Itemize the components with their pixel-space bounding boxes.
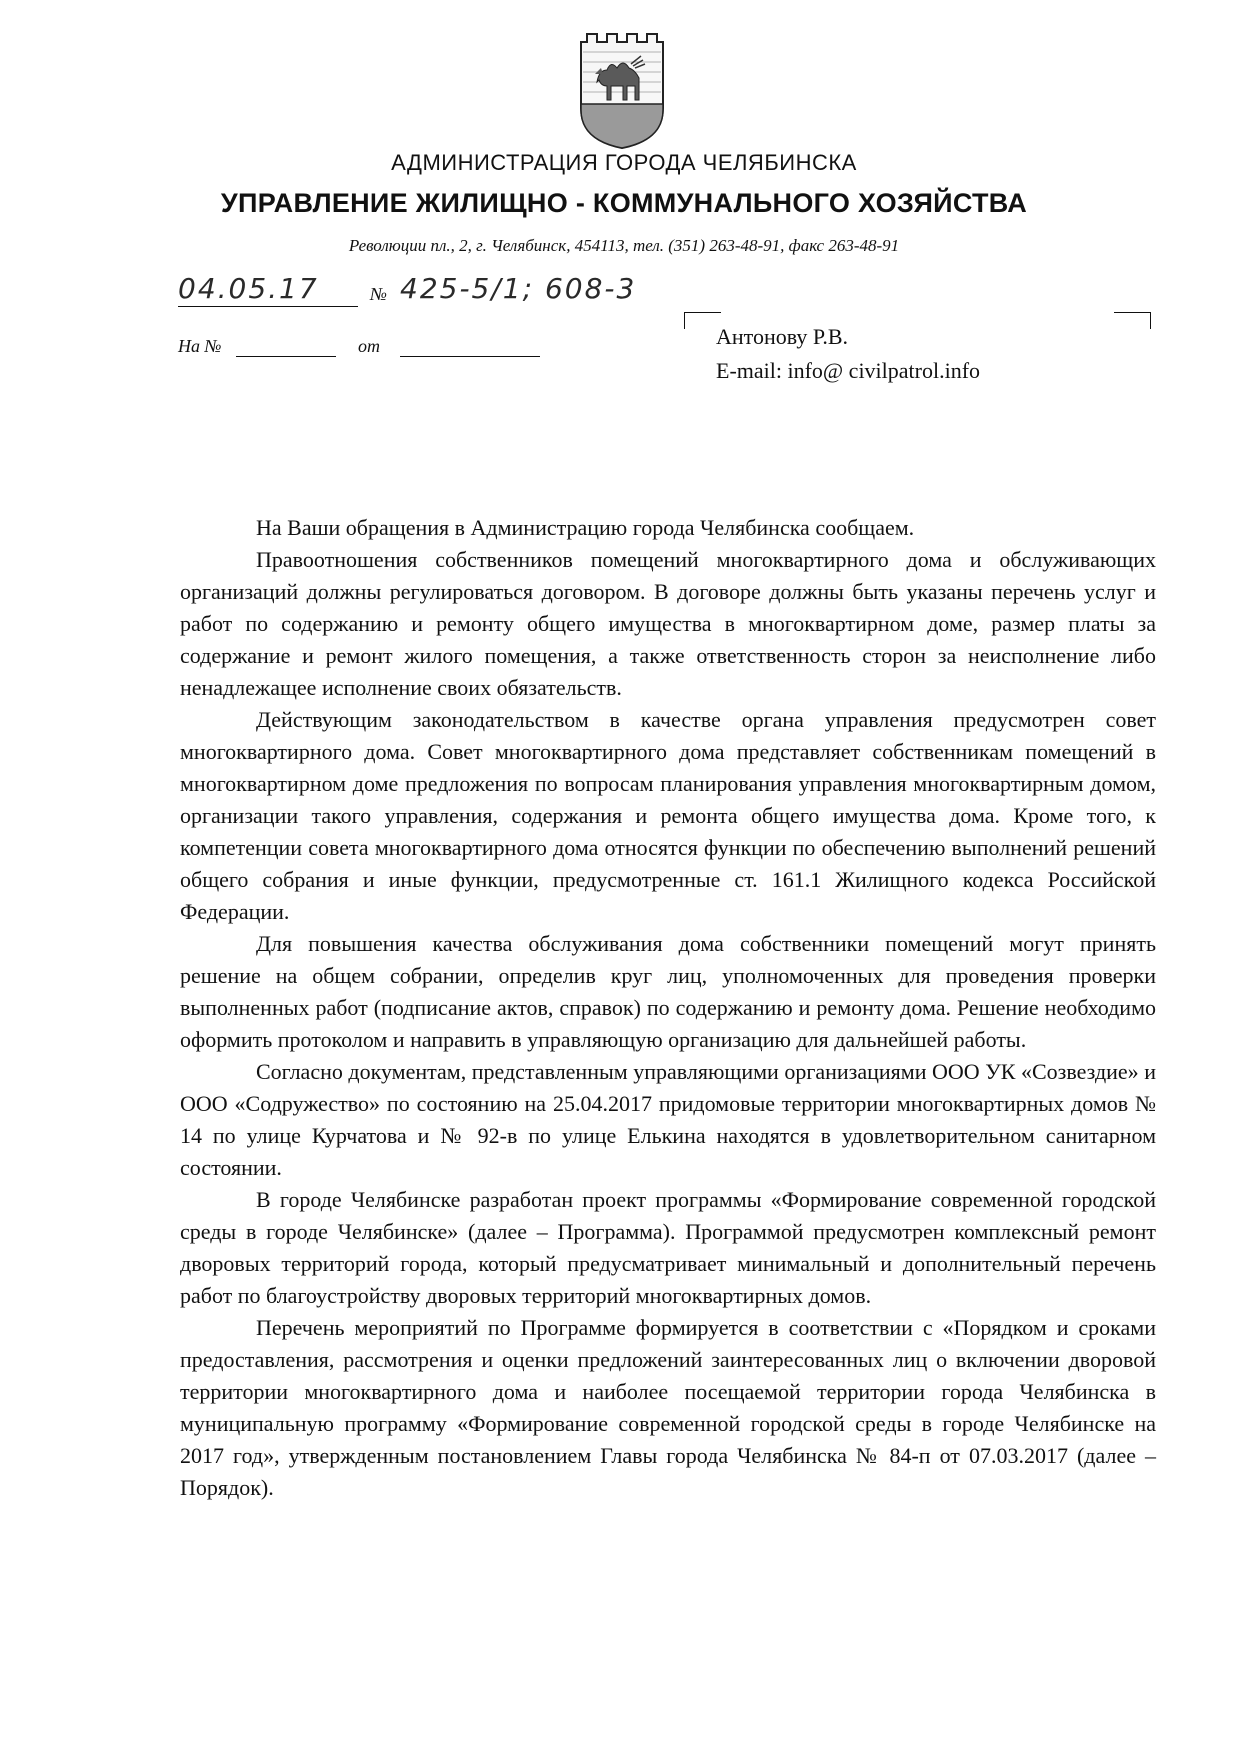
administration-name: АДМИНИСТРАЦИЯ ГОРОДА ЧЕЛЯБИНСКА	[391, 150, 857, 175]
addressee-name: Антонову Р.В.	[716, 324, 849, 349]
outgoing-date: 04.05.17	[178, 272, 358, 307]
incoming-number-label: На №	[178, 336, 222, 356]
paragraph: В городе Челябинске разработан проект программы «Формирование современной городской среды в городе Челябинске» (далее – Программа). Программой предусмотрен комплексный ремонт дворовых территорий города, который предусматривает минимальный и дополнительный перечень работ по благоустройству дворовых территорий многоквартирных домов.	[180, 1187, 1156, 1308]
address-corner-right	[1114, 312, 1151, 329]
letter-body	[180, 512, 1156, 1504]
paragraph: Для повышения качества обслуживания дома собственники помещений могут принять решение на общем собрании, определив круг лиц, уполномоченных для проведения проверки выполненных работ (подписание актов, справок) по содержанию и ремонту дома. Решение необходимо оформить протоколом и направить в управляющую организацию для дальнейшей работы.	[180, 931, 1156, 1052]
department-name: УПРАВЛЕНИЕ ЖИЛИЩНО - КОММУНАЛЬНОГО ХОЗЯЙСТВА	[220, 188, 1028, 218]
incoming-date-label: от	[358, 336, 380, 356]
paragraph: Правоотношения собственников помещений многоквартирного дома и обслуживающих организаций должны регулироваться договором. В договоре должны быть указаны перечень услуг и работ по содержанию и ремонту общего имущества в многоквартирном доме, размер платы за содержание и ремонт жилого помещения, а также ответственность сторон за неисполнение либо ненадлежащее исполнение своих обязательств.	[180, 547, 1156, 700]
addressee-block	[716, 320, 980, 388]
paragraph: Согласно документам, представленным управляющими организациями ООО УК «Созвездие» и ООО «Содружество» по состоянию на 25.04.2017 придомовые территории многоквартирных домов № 14 по улице Курчатова и № 92-в по улице Елькина находятся в удовлетворительном санитарном состоянии.	[180, 1059, 1156, 1180]
paragraph: Перечень мероприятий по Программе формируется в соответствии с «Порядком и сроками предоставления, рассмотрения и оценки предложений заинтересованных лиц о включении дворовой территории многоквартирного дома и наиболее посещаемой территории города Челябинска в муниципальную программу «Формирование современной городской среды в городе Челябинске на 2017 год», утвержденным постановлением Главы города Челябинска № 84-п от 07.03.2017 (далее – Порядок).	[180, 1315, 1156, 1500]
department-address: Революции пл., 2, г. Челябинск, 454113, тел. (351) 263-48-91, факс 263-48-91	[348, 236, 900, 255]
paragraph: На Ваши обращения в Администрацию города Челябинска сообщаем.	[256, 515, 915, 540]
chelyabinsk-coat-of-arms-icon	[577, 30, 667, 150]
paragraph: Действующим законодательством в качестве органа управления предусмотрен совет многоквартирного дома. Совет многоквартирного дома представляет собственникам помещений в многоквартирном доме предложения по вопросам планирования управления многоквартирным домом, организации такого управления, содержания и ремонта общего имущества дома. Кроме того, к компетенции совета многоквартирного дома относятся функции по обеспечению выполнений решений общего собрания и иные функции, предусмотренные ст. 161.1 Жилищного кодекса Российской Федерации.	[180, 707, 1156, 924]
addressee-email: E-mail: info@ civilpatrol.info	[716, 358, 981, 383]
outgoing-reference	[178, 272, 718, 312]
outgoing-number: 425-5/1; 608-3	[400, 272, 637, 305]
outgoing-number-label: №	[370, 284, 387, 304]
incoming-date-blank	[400, 356, 540, 357]
incoming-number-blank	[236, 356, 336, 357]
